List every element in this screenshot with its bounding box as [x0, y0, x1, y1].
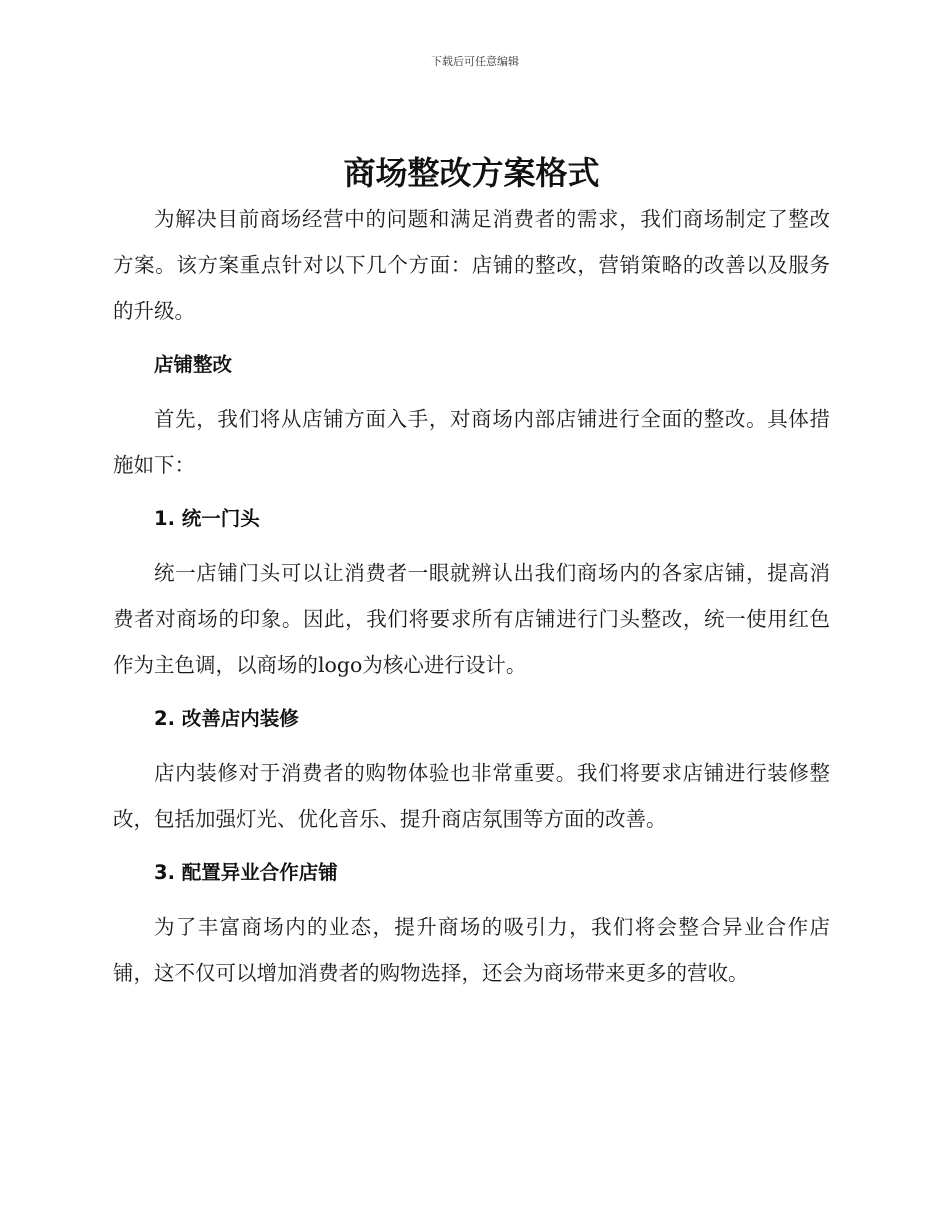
item-paragraph-3: 为了丰富商场内的业态，提升商场的吸引力，我们将会整合异业合作店铺，这不仅可以增加消费者的购物选择，还会为商场带来更多的营收。 — [113, 915, 830, 985]
document-body — [113, 150, 830, 996]
item-heading-2: 2. 改善店内装修 — [154, 707, 299, 730]
item-paragraph-1: 统一店铺门头可以让消费者一眼就辨认出我们商场内的各家店铺，提高消费者对商场的印象。因此，我们将要求所有店铺进行门头整改，统一使用红色作为主色调，以商场的logo为核心进行设计。 — [113, 561, 830, 677]
intro-paragraph: 为解决目前商场经营中的问题和满足消费者的需求，我们商场制定了整改方案。该方案重点针对以下几个方面：店铺的整改，营销策略的改善以及服务的升级。 — [113, 207, 830, 323]
document-title: 商场整改方案格式 — [343, 154, 600, 192]
item-heading-3: 3. 配置异业合作店铺 — [154, 861, 338, 884]
header-note: 下载后可任意编辑 — [431, 55, 519, 68]
item-heading-1: 1. 统一门头 — [154, 507, 260, 530]
section-intro-paragraph: 首先，我们将从店铺方面入手，对商场内部店铺进行全面的整改。具体措施如下： — [113, 407, 830, 477]
item-paragraph-2: 店内装修对于消费者的购物体验也非常重要。我们将要求店铺进行装修整改，包括加强灯光、优化音乐、提升商店氛围等方面的改善。 — [113, 761, 830, 831]
section-heading: 店铺整改 — [154, 353, 233, 376]
